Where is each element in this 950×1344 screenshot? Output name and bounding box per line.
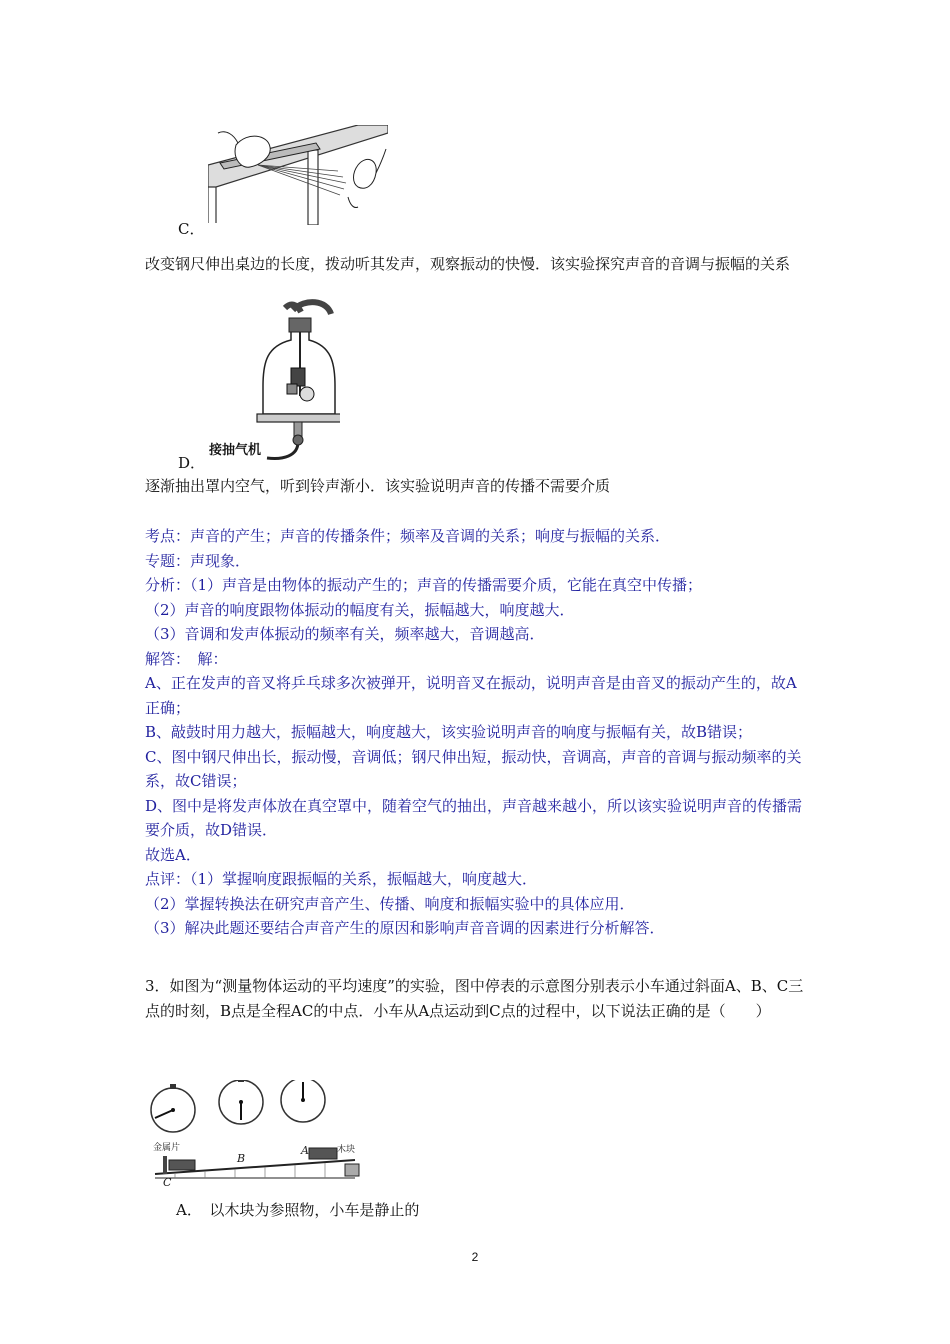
point-c-label: C (163, 1176, 172, 1188)
page-number: 2 (471, 1250, 479, 1264)
stopwatch-icon (281, 1080, 325, 1122)
question3-stem: 3．如图为“测量物体运动的平均速度”的实验，图中停表的示意图分别表示小车通过斜面A、B、C三点的时刻，B点是全程AC的中点．小车从A点运动到C点的过程中，以下说法正确的是（ ） (145, 977, 804, 1020)
metal-plate-label: 金属片 (153, 1143, 181, 1153)
dianping-line: （3）解决此题还要结合声音产生的原因和影响声音音调的因素进行分析解答． (145, 919, 665, 937)
block-label: 木块 (337, 1145, 356, 1155)
stopwatch-icon (219, 1080, 263, 1124)
jieda-line: D、图中是将发声体放在真空罩中，随着空气的抽出，声音越来越小，所以该实验说明声音的传播需要介质，故D错误． (145, 796, 803, 839)
fenxi-line: 分析：（1）声音是由物体的振动产生的；声音的传播需要介质，它能在真空中传播； (145, 576, 703, 594)
fenxi-line: （2）声音的响度跟物体振动的幅度有关，振幅越大，响度越大． (145, 600, 575, 619)
bell-jar-figure (205, 296, 340, 466)
jieda-line: B、敲鼓时用力越大，振幅越大，响度越大，该实验说明声音的响度与振幅有关，故B错误； (145, 723, 753, 741)
question3-option-a: A． 以木块为参照物，小车是静止的 (176, 1201, 420, 1219)
point-b-label: B (237, 1152, 246, 1165)
option-c-caption: 改变钢尺伸出桌边的长度，拨动听其发声，观察振动的快慢．该实验探究声音的音调与振幅的关系 (145, 255, 791, 273)
zhuanti: 专题：声现象． (145, 551, 251, 570)
incline-stopwatch-figure (145, 1080, 365, 1188)
option-d-label: D． (178, 454, 206, 472)
point-a-label: A (301, 1144, 309, 1157)
stopwatch-icon (151, 1084, 195, 1132)
jieda-line: C、图中钢尺伸出长，振动慢，音调低；钢尺伸出短，振动快，音调高，声音的音调与振动频率的关系，故C错误； (145, 747, 802, 790)
jieda-line: 故选A． (145, 845, 201, 864)
dianping-line: （2）掌握转换法在研究声音产生、传播、响度和振幅实验中的具体应用． (145, 894, 635, 913)
pump-label: 接抽气机 (209, 443, 262, 458)
fenxi-line: （3）音调和发声体振动的频率有关，频率越大，音调越高． (145, 625, 545, 643)
jieda-head: 解答： 解： (145, 649, 228, 668)
dianping-line: 点评：（1）掌握响度跟振幅的关系，振幅越大，响度越大． (145, 870, 538, 888)
jieda-line: A、正在发声的音叉将乒乓球多次被弹开，说明音叉在振动，说明声音是由音叉的振动产生的，故A正确； (145, 674, 797, 717)
ruler-vibration-figure (208, 125, 388, 225)
kaodian: 考点：声音的产生；声音的传播条件；频率及音调的关系；响度与振幅的关系． (145, 527, 671, 545)
option-d-caption: 逐渐抽出罩内空气，听到铃声渐小．该实验说明声音的传播不需要介质 (145, 477, 611, 495)
option-c-label: C． (178, 220, 205, 238)
analysis-section (145, 524, 810, 941)
